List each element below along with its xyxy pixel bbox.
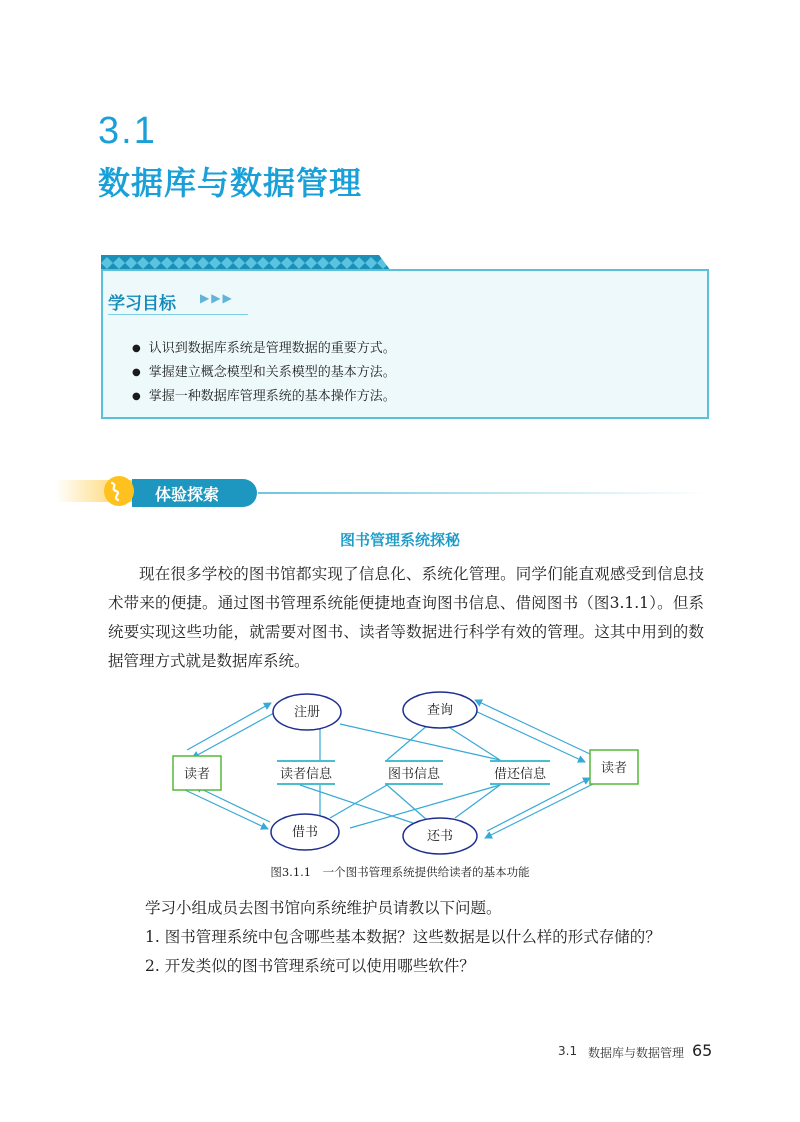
store-loan-info: 借还信息 — [493, 767, 547, 782]
footer-section-title: 数据库与数据管理 — [588, 1046, 685, 1060]
case-paragraph: 现在很多学校的图书馆都实现了信息化、系统化管理。同学们能直观感受到信息技术带来的便捷。通过图书管理系统能便捷地查询图书信息、借阅图书（图3.1.1）。但系统要实现这些功能，就需要对图书、读者等数据进行科学有效的管理。这其中用到的数据管理方式就是数据库系统。 — [108, 565, 704, 670]
objective-item: ● 掌握建立概念模型和关系模型的基本方法。 — [132, 361, 396, 380]
objective-item: ● 认识到数据库系统是管理数据的重要方式。 — [132, 337, 396, 356]
page-number: 65 — [692, 1041, 713, 1060]
section-number: 3.1 — [98, 110, 157, 152]
objective-item: ● 掌握一种数据库管理系统的基本操作方法。 — [132, 385, 396, 404]
entity-reader-right: 读者 — [600, 761, 628, 776]
objectives-label: 学习目标 — [108, 294, 176, 314]
figure-caption: 图3.1.1 一个图书管理系统提供给读者的基本功能 — [270, 865, 530, 879]
objectives-underline — [108, 314, 248, 315]
process-query: 查询 — [426, 703, 454, 718]
library-system-diagram — [165, 688, 645, 860]
explore-label: 体验探索 — [155, 485, 220, 504]
explore-rule — [258, 492, 708, 494]
process-return: 还书 — [426, 829, 454, 844]
entity-reader-left: 读者 — [183, 767, 211, 782]
case-title: 图书管理系统探秘 — [339, 531, 460, 549]
store-reader-info: 读者信息 — [279, 767, 333, 782]
section-title: 数据库与数据管理 — [98, 164, 363, 202]
footer-section-number: 3.1 — [558, 1044, 578, 1058]
question-item: 1. 图书管理系统中包含哪些基本数据？这些数据是以什么样的形式存储的？ — [145, 928, 661, 946]
explore-badge-icon — [102, 474, 136, 508]
store-book-info: 图书信息 — [387, 767, 441, 782]
triple-arrow-icon: ▶▶▶ — [200, 291, 234, 305]
process-register: 注册 — [293, 705, 321, 720]
questions-intro: 学习小组成员去图书馆向系统维护员请教以下问题。 — [145, 899, 502, 917]
process-borrow: 借书 — [291, 825, 319, 840]
question-item: 2. 开发类似的图书管理系统可以使用哪些软件？ — [145, 957, 475, 975]
